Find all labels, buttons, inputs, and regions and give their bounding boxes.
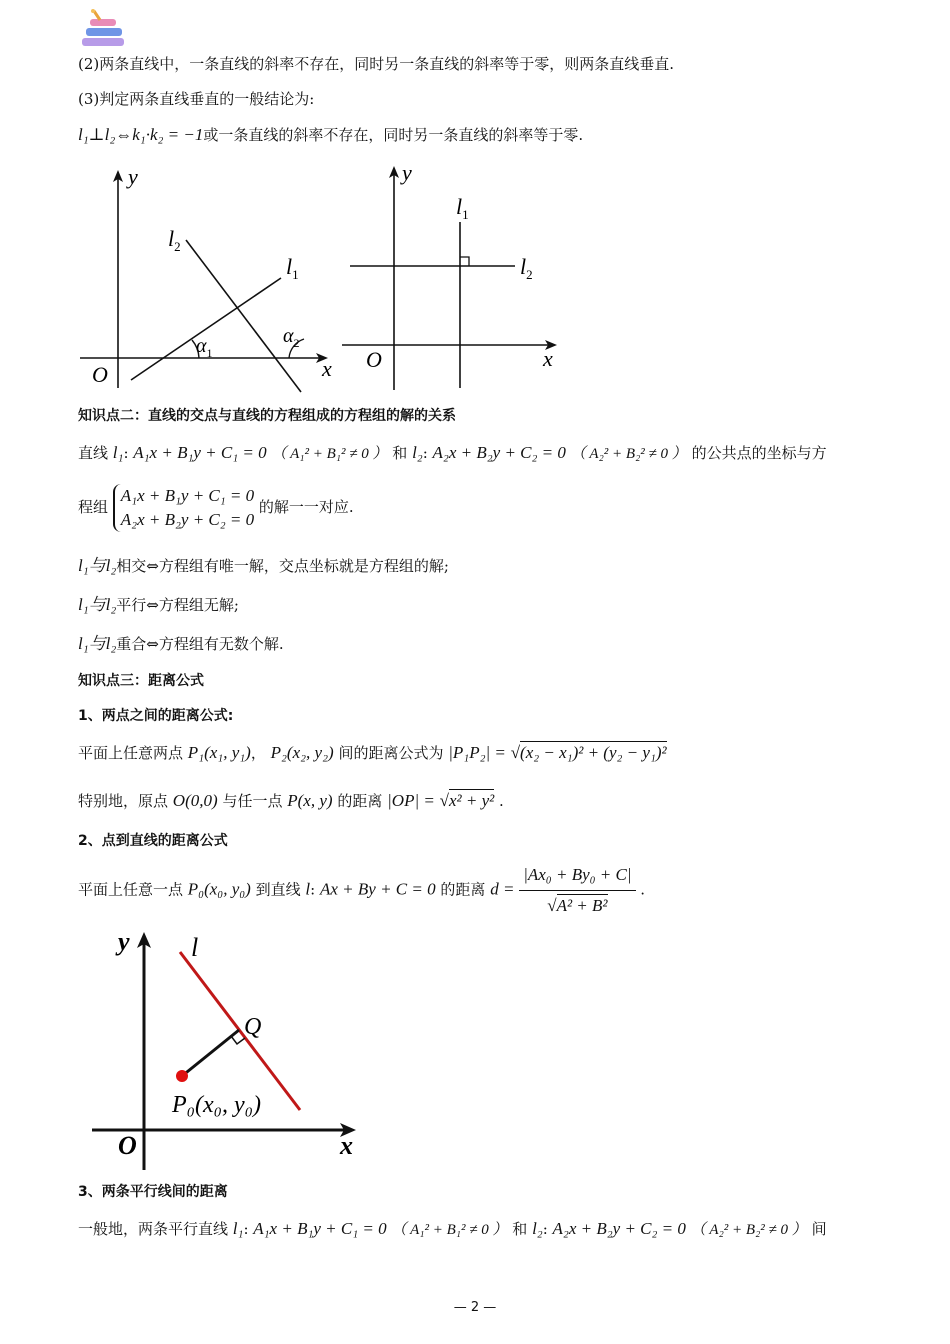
l2-label: l	[168, 226, 175, 251]
equation-l1: A₁x + B₁y + C₁ = 0	[133, 443, 267, 462]
subsection-point-line: 2、点到直线的距离公式	[78, 833, 228, 849]
paragraph-3: (3)判定两条直线垂直的一般结论为:	[78, 90, 315, 108]
line-l1	[131, 278, 281, 380]
perpendicular-text: 或一条直线的斜率不存在，同时另一条直线的斜率等于零.	[203, 126, 584, 144]
svg-text:α1: $\alpha_1$	[196, 335, 213, 360]
q-label: Q	[244, 1014, 262, 1040]
right-angle-mark	[460, 257, 469, 266]
distance-fraction: $\frac{\text{|Ax₀ + By₀ + C|}}{\text{√A² + B²}}$	[519, 862, 635, 919]
x-label: x	[322, 356, 332, 381]
section2-system: 程组 A₁x + B₁y + C₁ = 0 A₂x + B₂y + C₂ = 0 的解一一对应.	[78, 484, 354, 532]
y-label: y	[128, 164, 138, 189]
p0-label: P₀(x₀, y₀)	[172, 1092, 261, 1118]
case-coincide: l₁与l₂重合⇔方程组有无数个解.	[78, 634, 284, 653]
section3-heading: 知识点三：距离公式	[78, 673, 204, 689]
equation-l2: A₂x + B₂y + C₂ = 0	[432, 443, 566, 462]
x-label: x	[543, 346, 553, 371]
section2-heading: 知识点二：直线的交点与直线的方程组成的方程组的解的关系	[78, 408, 456, 424]
svg-text:l2: $l_2$	[520, 254, 533, 282]
l1-label: l	[286, 254, 293, 279]
paragraph-2: (2)两条直线中，一条直线的斜率不存在，同时另一条直线的斜率等于零，则两条直线垂直.	[78, 55, 675, 73]
subsection-two-points: 1、两点之间的距离公式:	[78, 708, 234, 724]
l1-symbol: l₁	[112, 443, 124, 462]
paragraph-4	[78, 124, 583, 146]
condition-l1: （ A₁² + B₁² ≠ 0 ）	[271, 446, 388, 462]
l-label: l	[191, 933, 199, 962]
y-label: y	[402, 160, 412, 185]
parallel-lines-def: 一般地，两条平行直线 l₁: A₁x + B₁y + C₁ = 0 （ A₁² + B₁² ≠ 0 ） 和 l₂: A₂x + B₂y + C₂ = 0 （ A₂² + B₂² ≠ 0 ） 间	[78, 1219, 827, 1238]
point-line-distance: 平面上任意一点 P₀(x₀, y₀) 到直线 l: Ax + By + C = 0 的距离 d = $\frac{\text{|Ax₀ + By₀ + C|}}{\text{√A² + B²}}$ .	[78, 862, 645, 919]
case-intersect: l₁与l₂相交⇔方程组有唯一解，交点坐标就是方程组的解;	[78, 556, 449, 575]
origin-label: O	[118, 1131, 137, 1160]
alpha1-label: α	[196, 335, 207, 357]
line-l	[180, 952, 300, 1110]
case-parallel: l₁与l₂平行⇔方程组无解;	[78, 595, 239, 614]
figure-vertical-horizontal	[340, 160, 570, 395]
point-p0	[176, 1070, 188, 1082]
equation-system: A₁x + B₁y + C₁ = 0 A₂x + B₂y + C₂ = 0	[113, 484, 254, 532]
svg-text:α2: $\alpha_2$	[283, 325, 300, 350]
l1-label: l	[456, 194, 463, 219]
origin-label: O	[92, 362, 108, 387]
l2-label: l	[520, 254, 527, 279]
alpha2-label: α	[283, 325, 294, 347]
condition-l2: （ A₂² + B₂² ≠ 0 ）	[570, 446, 687, 462]
subsection-parallel: 3、两条平行线间的距离	[78, 1184, 228, 1200]
perpendicular-condition: l₁⊥l₂⇔k₁·k₂ = −1	[78, 125, 204, 144]
two-point-distance: 平面上任意两点 P₁(x₁, y₁)， P₂(x₂, y₂) 间的距离公式为 |P₁P₂| = √(x₂ − x₁)² + (y₂ − y₁)²	[78, 743, 667, 762]
figure-perpendicular-slopes	[76, 160, 346, 395]
svg-text:l2: $l_2$	[168, 226, 181, 254]
y-label: y	[118, 927, 130, 956]
perpendicular-segment	[182, 1030, 239, 1076]
book-stack-icon	[80, 8, 128, 50]
section2-line-def: 直线 l₁: A₁x + B₁y + C₁ = 0 （ A₁² + B₁² ≠ 0 ） 和 l₂: A₂x + B₂y + C₂ = 0 （ A₂² + B₂² ≠ 0 ） 的公共点的坐标与方	[78, 443, 827, 462]
svg-text:l1: $l_1$	[286, 254, 299, 282]
page-number: — 2 —	[453, 1300, 497, 1315]
origin-label: O	[366, 347, 382, 372]
x-label: x	[340, 1131, 353, 1160]
line-l2	[186, 240, 301, 392]
l2-symbol: l₂	[412, 443, 423, 462]
origin-distance: 特别地，原点 O(0,0) 与任一点 P(x, y) 的距离 |OP| = √x² + y² .	[78, 791, 504, 810]
svg-text:l1: $l_1$	[456, 194, 469, 222]
figure-point-to-line	[84, 922, 374, 1177]
